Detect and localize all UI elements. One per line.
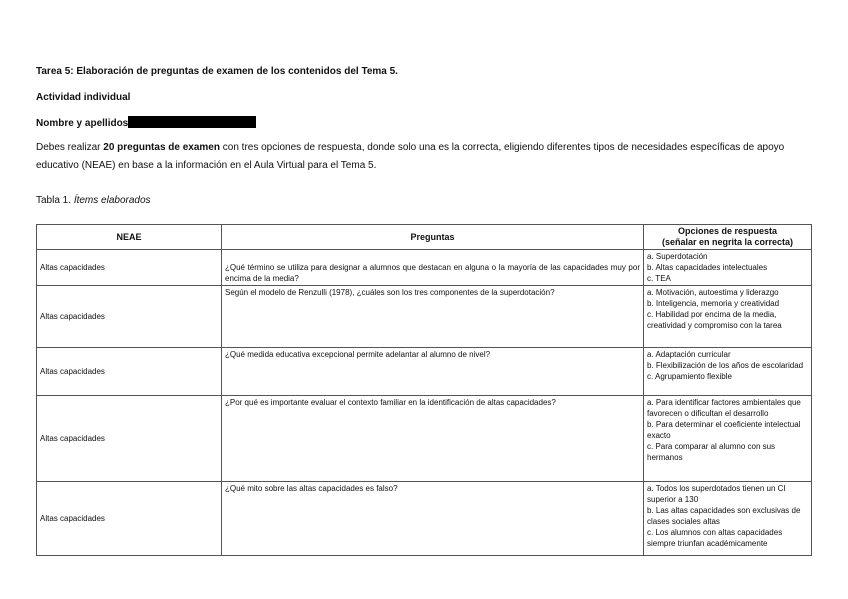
table-row — [37, 250, 812, 286]
option-b: b. Inteligencia, memoria y creatividad — [647, 299, 780, 308]
option-a: a. Adaptación curricular — [647, 350, 731, 359]
option-c: c. Agrupamiento flexible — [647, 372, 732, 381]
option-c: c. Para comparar al alumno con sus hermanos — [647, 442, 776, 462]
options-cell — [644, 286, 812, 348]
question-cell: ¿Qué término se utiliza para designar a alumnos que destacan en alguna o la mayoría de las capacidades muy por encima de la media? — [222, 250, 644, 286]
instructions-prefix: Debes realizar — [36, 142, 104, 153]
activity-type: Actividad individual — [36, 92, 131, 103]
question-cell: ¿Qué medida educativa excepcional permite adelantar al alumno de nivel? — [222, 348, 644, 396]
neae-cell: Altas capacidades — [37, 348, 222, 396]
header-opciones-line1: Opciones de respuesta — [677, 226, 778, 236]
table-row — [37, 348, 812, 396]
question-cell: ¿Qué mito sobre las altas capacidades es falso? — [222, 482, 644, 556]
option-c: c. TEA — [647, 274, 671, 283]
option-a: a. Motivación, autoestima y liderazgo — [647, 288, 779, 297]
question-cell: Según el modelo de Renzulli (1978), ¿cuáles son los tres componentes de la superdotación? — [222, 286, 644, 348]
caption-prefix: Tabla 1. — [36, 195, 74, 206]
options-cell — [644, 348, 812, 396]
option-a: a. Para identificar factores ambientales que favorecen o dificultan el desarrollo — [647, 398, 801, 418]
options-cell — [644, 482, 812, 556]
table-caption — [36, 195, 151, 206]
table-row — [37, 286, 812, 348]
option-a: a. Superdotación — [647, 252, 708, 261]
instructions-paragraph — [36, 139, 814, 175]
caption-italic: Ítems elaborados — [73, 195, 151, 206]
instructions-bold: 20 preguntas de examen — [103, 142, 220, 153]
neae-cell: Altas capacidades — [37, 250, 222, 286]
name-label: Nombre y apellidos — [36, 118, 129, 129]
option-a: a. Todos los superdotados tienen un CI superior a 130 — [647, 484, 786, 504]
name-field — [36, 116, 256, 129]
table-header-row — [37, 225, 812, 250]
task-title: Tarea 5: Elaboración de preguntas de examen de los contenidos del Tema 5. — [36, 66, 398, 77]
instructions-suffix: con tres opciones de respuesta, donde solo una es la correcta, eligiendo diferentes tipos de necesidades específicas de apoyo educativo (NEAE) en base a la información en el Aula Virtual para el Tema 5. — [36, 142, 785, 171]
option-c: c. Los alumnos con altas capacidades siempre triunfan académicamente — [647, 528, 783, 548]
question-cell: ¿Por qué es importante evaluar el contexto familiar en la identificación de altas capacidades? — [222, 396, 644, 482]
header-opciones — [644, 225, 812, 250]
header-preguntas: Preguntas — [222, 225, 644, 250]
table-row — [37, 396, 812, 482]
table-row — [37, 482, 812, 556]
neae-cell: Altas capacidades — [37, 286, 222, 348]
options-cell — [644, 250, 812, 286]
neae-cell: Altas capacidades — [37, 396, 222, 482]
option-c: c. Habilidad por encima de la media, creatividad y compromiso con la tarea — [647, 310, 782, 330]
option-b: b. Para determinar el coeficiente intelectual exacto — [647, 420, 801, 440]
option-b: b. Las altas capacidades son exclusivas de clases sociales altas — [647, 506, 801, 526]
redacted-name — [128, 116, 256, 128]
header-neae: NEAE — [37, 225, 222, 250]
items-table — [36, 224, 812, 556]
neae-cell: Altas capacidades — [37, 482, 222, 556]
options-cell — [644, 396, 812, 482]
option-b: b. Flexibilización de los años de escolaridad — [647, 361, 804, 370]
option-b: b. Altas capacidades intelectuales — [647, 263, 768, 272]
header-opciones-line2: (señalar en negrita la correcta) — [661, 237, 794, 247]
